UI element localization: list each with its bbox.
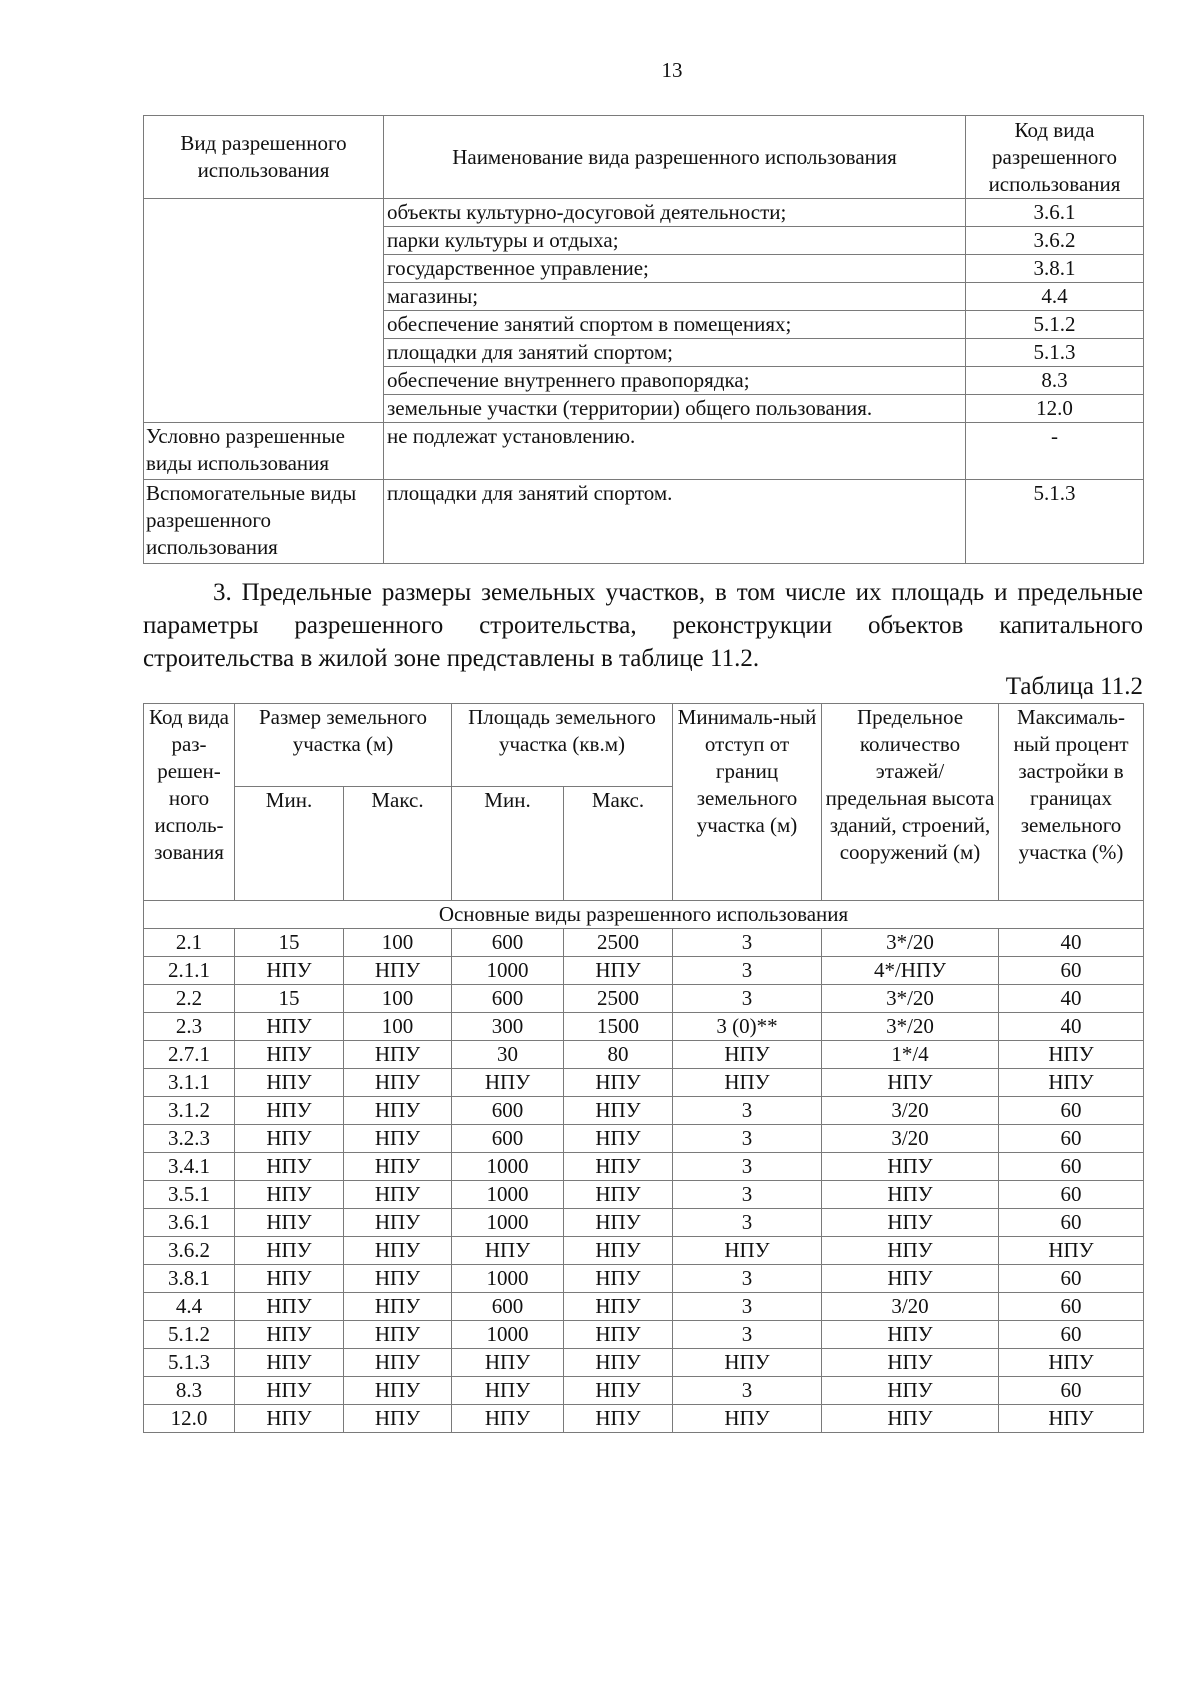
floors-cell: 4*/НПУ bbox=[822, 957, 999, 985]
size-max-cell: НПУ bbox=[344, 1041, 452, 1069]
use-name-cell: не подлежат установлению. bbox=[384, 423, 966, 480]
size-max-cell: 100 bbox=[344, 985, 452, 1013]
table-row bbox=[144, 1153, 1144, 1181]
coverage-cell: 60 bbox=[999, 1377, 1144, 1405]
use-code-cell: 8.3 bbox=[966, 367, 1144, 395]
table-header-row bbox=[144, 116, 1144, 199]
floors-cell: НПУ bbox=[822, 1237, 999, 1265]
size-min-cell: НПУ bbox=[235, 1097, 344, 1125]
area-min-cell: 300 bbox=[452, 1013, 564, 1041]
setback-cell: 3 bbox=[673, 1377, 822, 1405]
size-min-cell: НПУ bbox=[235, 1125, 344, 1153]
size-min-cell: НПУ bbox=[235, 1041, 344, 1069]
code-cell: 3.6.2 bbox=[144, 1237, 235, 1265]
setback-cell: 3 bbox=[673, 957, 822, 985]
table-row bbox=[144, 1321, 1144, 1349]
coverage-cell: 60 bbox=[999, 1181, 1144, 1209]
size-max-cell: НПУ bbox=[344, 1097, 452, 1125]
area-max-cell: НПУ bbox=[564, 1349, 673, 1377]
setback-cell: 3 bbox=[673, 1265, 822, 1293]
use-code-cell: 3.6.1 bbox=[966, 199, 1144, 227]
use-code-cell: 12.0 bbox=[966, 395, 1144, 423]
size-min-cell: НПУ bbox=[235, 1265, 344, 1293]
size-min-cell: НПУ bbox=[235, 1209, 344, 1237]
code-cell: 3.1.2 bbox=[144, 1097, 235, 1125]
code-cell: 8.3 bbox=[144, 1377, 235, 1405]
coverage-cell: 60 bbox=[999, 1293, 1144, 1321]
code-cell: 2.7.1 bbox=[144, 1041, 235, 1069]
table-row bbox=[144, 1349, 1144, 1377]
area-min-cell: 30 bbox=[452, 1041, 564, 1069]
coverage-cell: 40 bbox=[999, 929, 1144, 957]
area-max-cell: НПУ bbox=[564, 1181, 673, 1209]
size-min-cell: НПУ bbox=[235, 957, 344, 985]
floors-cell: НПУ bbox=[822, 1209, 999, 1237]
setback-cell: 3 bbox=[673, 1153, 822, 1181]
coverage-cell: НПУ bbox=[999, 1405, 1144, 1433]
size-max-cell: НПУ bbox=[344, 1153, 452, 1181]
floors-cell: НПУ bbox=[822, 1069, 999, 1097]
area-max-cell: НПУ bbox=[564, 1209, 673, 1237]
coverage-cell: 40 bbox=[999, 985, 1144, 1013]
floors-cell: 3*/20 bbox=[822, 985, 999, 1013]
table-row bbox=[144, 957, 1144, 985]
table-row bbox=[144, 1181, 1144, 1209]
coverage-cell: 60 bbox=[999, 1321, 1144, 1349]
table-row bbox=[144, 199, 1144, 227]
setback-cell: 3 bbox=[673, 1125, 822, 1153]
table-row bbox=[144, 1125, 1144, 1153]
use-code-cell: 5.1.3 bbox=[966, 339, 1144, 367]
setback-cell: 3 bbox=[673, 1293, 822, 1321]
code-cell: 3.6.1 bbox=[144, 1209, 235, 1237]
area-max-cell: НПУ bbox=[564, 1321, 673, 1349]
area-min-cell: НПУ bbox=[452, 1405, 564, 1433]
table-row bbox=[144, 1405, 1144, 1433]
area-max-cell: НПУ bbox=[564, 1377, 673, 1405]
use-name-cell: обеспечение занятий спортом в помещениях; bbox=[384, 311, 966, 339]
header-code: Код вида раз-решен-ного исполь-зования bbox=[144, 704, 235, 901]
page-number: 13 bbox=[661, 58, 683, 82]
table-row bbox=[144, 1209, 1144, 1237]
coverage-cell: НПУ bbox=[999, 1237, 1144, 1265]
size-min-cell: НПУ bbox=[235, 1293, 344, 1321]
size-max-cell: НПУ bbox=[344, 1069, 452, 1097]
setback-cell: 3 bbox=[673, 985, 822, 1013]
size-min-cell: НПУ bbox=[235, 1069, 344, 1097]
header-size-min: Мин. bbox=[235, 787, 344, 901]
use-kind-cell: Вспомогательные виды разрешенного использования bbox=[144, 480, 384, 564]
use-code-cell: 3.6.2 bbox=[966, 227, 1144, 255]
size-max-cell: НПУ bbox=[344, 1181, 452, 1209]
size-min-cell: НПУ bbox=[235, 1153, 344, 1181]
use-code-cell: 4.4 bbox=[966, 283, 1144, 311]
section-label: Основные виды разрешенного использования bbox=[144, 901, 1144, 929]
floors-cell: 3/20 bbox=[822, 1125, 999, 1153]
coverage-cell: НПУ bbox=[999, 1041, 1144, 1069]
area-max-cell: 80 bbox=[564, 1041, 673, 1069]
setback-cell: 3 bbox=[673, 1209, 822, 1237]
conditional-use-row bbox=[144, 423, 1144, 480]
area-max-cell: 2500 bbox=[564, 929, 673, 957]
size-max-cell: НПУ bbox=[344, 1405, 452, 1433]
area-max-cell: НПУ bbox=[564, 1069, 673, 1097]
area-max-cell: НПУ bbox=[564, 1293, 673, 1321]
header-min-setback: Минималь-ный отступ от границ земельного участка (м) bbox=[673, 704, 822, 901]
area-max-cell: 1500 bbox=[564, 1013, 673, 1041]
coverage-cell: 60 bbox=[999, 1125, 1144, 1153]
use-code-cell: - bbox=[966, 423, 1144, 480]
table-row bbox=[144, 1237, 1144, 1265]
area-max-cell: НПУ bbox=[564, 1097, 673, 1125]
use-code-cell: 3.8.1 bbox=[966, 255, 1144, 283]
setback-cell: НПУ bbox=[673, 1069, 822, 1097]
floors-cell: НПУ bbox=[822, 1153, 999, 1181]
floors-cell: 3*/20 bbox=[822, 929, 999, 957]
header-plot-size: Размер земельного участка (м) bbox=[235, 704, 452, 787]
floors-cell: 3/20 bbox=[822, 1293, 999, 1321]
floors-cell: НПУ bbox=[822, 1321, 999, 1349]
use-name-cell: земельные участки (территории) общего пользования. bbox=[384, 395, 966, 423]
coverage-cell: 60 bbox=[999, 957, 1144, 985]
size-min-cell: НПУ bbox=[235, 1013, 344, 1041]
auxiliary-use-row bbox=[144, 480, 1144, 564]
size-max-cell: НПУ bbox=[344, 1125, 452, 1153]
setback-cell: 3 bbox=[673, 929, 822, 957]
size-min-cell: 15 bbox=[235, 929, 344, 957]
table-row bbox=[144, 1377, 1144, 1405]
header-area-max: Макс. bbox=[564, 787, 673, 901]
setback-cell: 3 bbox=[673, 1097, 822, 1125]
code-cell: 3.5.1 bbox=[144, 1181, 235, 1209]
size-max-cell: НПУ bbox=[344, 957, 452, 985]
area-max-cell: НПУ bbox=[564, 1153, 673, 1181]
code-cell: 5.1.3 bbox=[144, 1349, 235, 1377]
size-max-cell: НПУ bbox=[344, 1321, 452, 1349]
coverage-cell: 60 bbox=[999, 1153, 1144, 1181]
use-kind-cell: Условно разрешенные виды использования bbox=[144, 423, 384, 480]
use-name-cell: магазины; bbox=[384, 283, 966, 311]
header-max-coverage: Максималь-ный процент застройки в границах земельного участка (%) bbox=[999, 704, 1144, 901]
use-name-cell: площадки для занятий спортом. bbox=[384, 480, 966, 564]
use-code-cell: 5.1.2 bbox=[966, 311, 1144, 339]
size-max-cell: НПУ bbox=[344, 1293, 452, 1321]
size-min-cell: НПУ bbox=[235, 1405, 344, 1433]
area-min-cell: 600 bbox=[452, 1097, 564, 1125]
table-row bbox=[144, 1293, 1144, 1321]
parameters-table bbox=[143, 703, 1144, 1433]
size-min-cell: НПУ bbox=[235, 1349, 344, 1377]
use-name-cell: объекты культурно-досуговой деятельности; bbox=[384, 199, 966, 227]
size-max-cell: НПУ bbox=[344, 1265, 452, 1293]
code-cell: 2.3 bbox=[144, 1013, 235, 1041]
size-max-cell: НПУ bbox=[344, 1377, 452, 1405]
setback-cell: 3 bbox=[673, 1181, 822, 1209]
floors-cell: 1*/4 bbox=[822, 1041, 999, 1069]
area-min-cell: 600 bbox=[452, 985, 564, 1013]
header-plot-area: Площадь земельного участка (кв.м) bbox=[452, 704, 673, 787]
area-max-cell: НПУ bbox=[564, 957, 673, 985]
permitted-use-table bbox=[143, 115, 1144, 564]
floors-cell: 3/20 bbox=[822, 1097, 999, 1125]
table-header-row bbox=[144, 704, 1144, 787]
header-max-floors: Предельное количество этажей/ предельная высота зданий, строений, сооружений (м) bbox=[822, 704, 999, 901]
area-max-cell: 2500 bbox=[564, 985, 673, 1013]
coverage-cell: 60 bbox=[999, 1265, 1144, 1293]
header-use-code: Код вида разрешенного использования bbox=[966, 116, 1144, 199]
use-name-cell: государственное управление; bbox=[384, 255, 966, 283]
coverage-cell: 40 bbox=[999, 1013, 1144, 1041]
code-cell: 3.2.3 bbox=[144, 1125, 235, 1153]
code-cell: 2.2 bbox=[144, 985, 235, 1013]
setback-cell: НПУ bbox=[673, 1237, 822, 1265]
area-min-cell: 1000 bbox=[452, 1209, 564, 1237]
setback-cell: 3 bbox=[673, 1321, 822, 1349]
area-min-cell: 600 bbox=[452, 1293, 564, 1321]
area-min-cell: 1000 bbox=[452, 1321, 564, 1349]
code-cell: 3.4.1 bbox=[144, 1153, 235, 1181]
area-min-cell: НПУ bbox=[452, 1349, 564, 1377]
coverage-cell: НПУ bbox=[999, 1069, 1144, 1097]
area-min-cell: 1000 bbox=[452, 957, 564, 985]
area-min-cell: 1000 bbox=[452, 1265, 564, 1293]
header-size-max: Макс. bbox=[344, 787, 452, 901]
main-use-kind-cell bbox=[144, 199, 384, 423]
size-min-cell: НПУ bbox=[235, 1377, 344, 1405]
use-code-cell: 5.1.3 bbox=[966, 480, 1144, 564]
area-min-cell: 1000 bbox=[452, 1153, 564, 1181]
table-row bbox=[144, 1041, 1144, 1069]
size-max-cell: НПУ bbox=[344, 1237, 452, 1265]
area-max-cell: НПУ bbox=[564, 1405, 673, 1433]
size-max-cell: НПУ bbox=[344, 1349, 452, 1377]
size-max-cell: 100 bbox=[344, 929, 452, 957]
table-caption: Таблица 11.2 bbox=[1005, 673, 1143, 700]
floors-cell: 3*/20 bbox=[822, 1013, 999, 1041]
code-cell: 3.8.1 bbox=[144, 1265, 235, 1293]
area-min-cell: НПУ bbox=[452, 1377, 564, 1405]
size-min-cell: 15 bbox=[235, 985, 344, 1013]
table-row bbox=[144, 985, 1144, 1013]
coverage-cell: 60 bbox=[999, 1209, 1144, 1237]
code-cell: 5.1.2 bbox=[144, 1321, 235, 1349]
setback-cell: НПУ bbox=[673, 1405, 822, 1433]
size-max-cell: НПУ bbox=[344, 1209, 452, 1237]
code-cell: 12.0 bbox=[144, 1405, 235, 1433]
floors-cell: НПУ bbox=[822, 1265, 999, 1293]
area-min-cell: 600 bbox=[452, 929, 564, 957]
size-min-cell: НПУ bbox=[235, 1321, 344, 1349]
floors-cell: НПУ bbox=[822, 1405, 999, 1433]
header-use-name: Наименование вида разрешенного использования bbox=[384, 116, 966, 199]
table-row bbox=[144, 929, 1144, 957]
code-cell: 2.1 bbox=[144, 929, 235, 957]
code-cell: 4.4 bbox=[144, 1293, 235, 1321]
size-min-cell: НПУ bbox=[235, 1181, 344, 1209]
use-name-cell: обеспечение внутреннего правопорядка; bbox=[384, 367, 966, 395]
area-min-cell: НПУ bbox=[452, 1069, 564, 1097]
floors-cell: НПУ bbox=[822, 1349, 999, 1377]
area-min-cell: НПУ bbox=[452, 1237, 564, 1265]
setback-cell: НПУ bbox=[673, 1041, 822, 1069]
area-max-cell: НПУ bbox=[564, 1125, 673, 1153]
size-min-cell: НПУ bbox=[235, 1237, 344, 1265]
code-cell: 2.1.1 bbox=[144, 957, 235, 985]
size-max-cell: 100 bbox=[344, 1013, 452, 1041]
area-max-cell: НПУ bbox=[564, 1237, 673, 1265]
code-cell: 3.1.1 bbox=[144, 1069, 235, 1097]
paragraph-section-3: 3. Предельные размеры земельных участков, в том числе их площадь и предельные параметры разрешенного строительства, реконструкции объектов капитального строительства в жилой зоне представлены в таблице 11.2. bbox=[143, 579, 1143, 672]
table-row bbox=[144, 1013, 1144, 1041]
header-use-kind: Вид разрешенного использования bbox=[144, 116, 384, 199]
setback-cell: 3 (0)** bbox=[673, 1013, 822, 1041]
setback-cell: НПУ bbox=[673, 1349, 822, 1377]
table-row bbox=[144, 1097, 1144, 1125]
header-area-min: Мин. bbox=[452, 787, 564, 901]
table-row bbox=[144, 1069, 1144, 1097]
table-row bbox=[144, 1265, 1144, 1293]
coverage-cell: НПУ bbox=[999, 1349, 1144, 1377]
section-row bbox=[144, 901, 1144, 929]
area-min-cell: 1000 bbox=[452, 1181, 564, 1209]
floors-cell: НПУ bbox=[822, 1181, 999, 1209]
area-max-cell: НПУ bbox=[564, 1265, 673, 1293]
coverage-cell: 60 bbox=[999, 1097, 1144, 1125]
use-name-cell: площадки для занятий спортом; bbox=[384, 339, 966, 367]
area-min-cell: 600 bbox=[452, 1125, 564, 1153]
floors-cell: НПУ bbox=[822, 1377, 999, 1405]
use-name-cell: парки культуры и отдыха; bbox=[384, 227, 966, 255]
